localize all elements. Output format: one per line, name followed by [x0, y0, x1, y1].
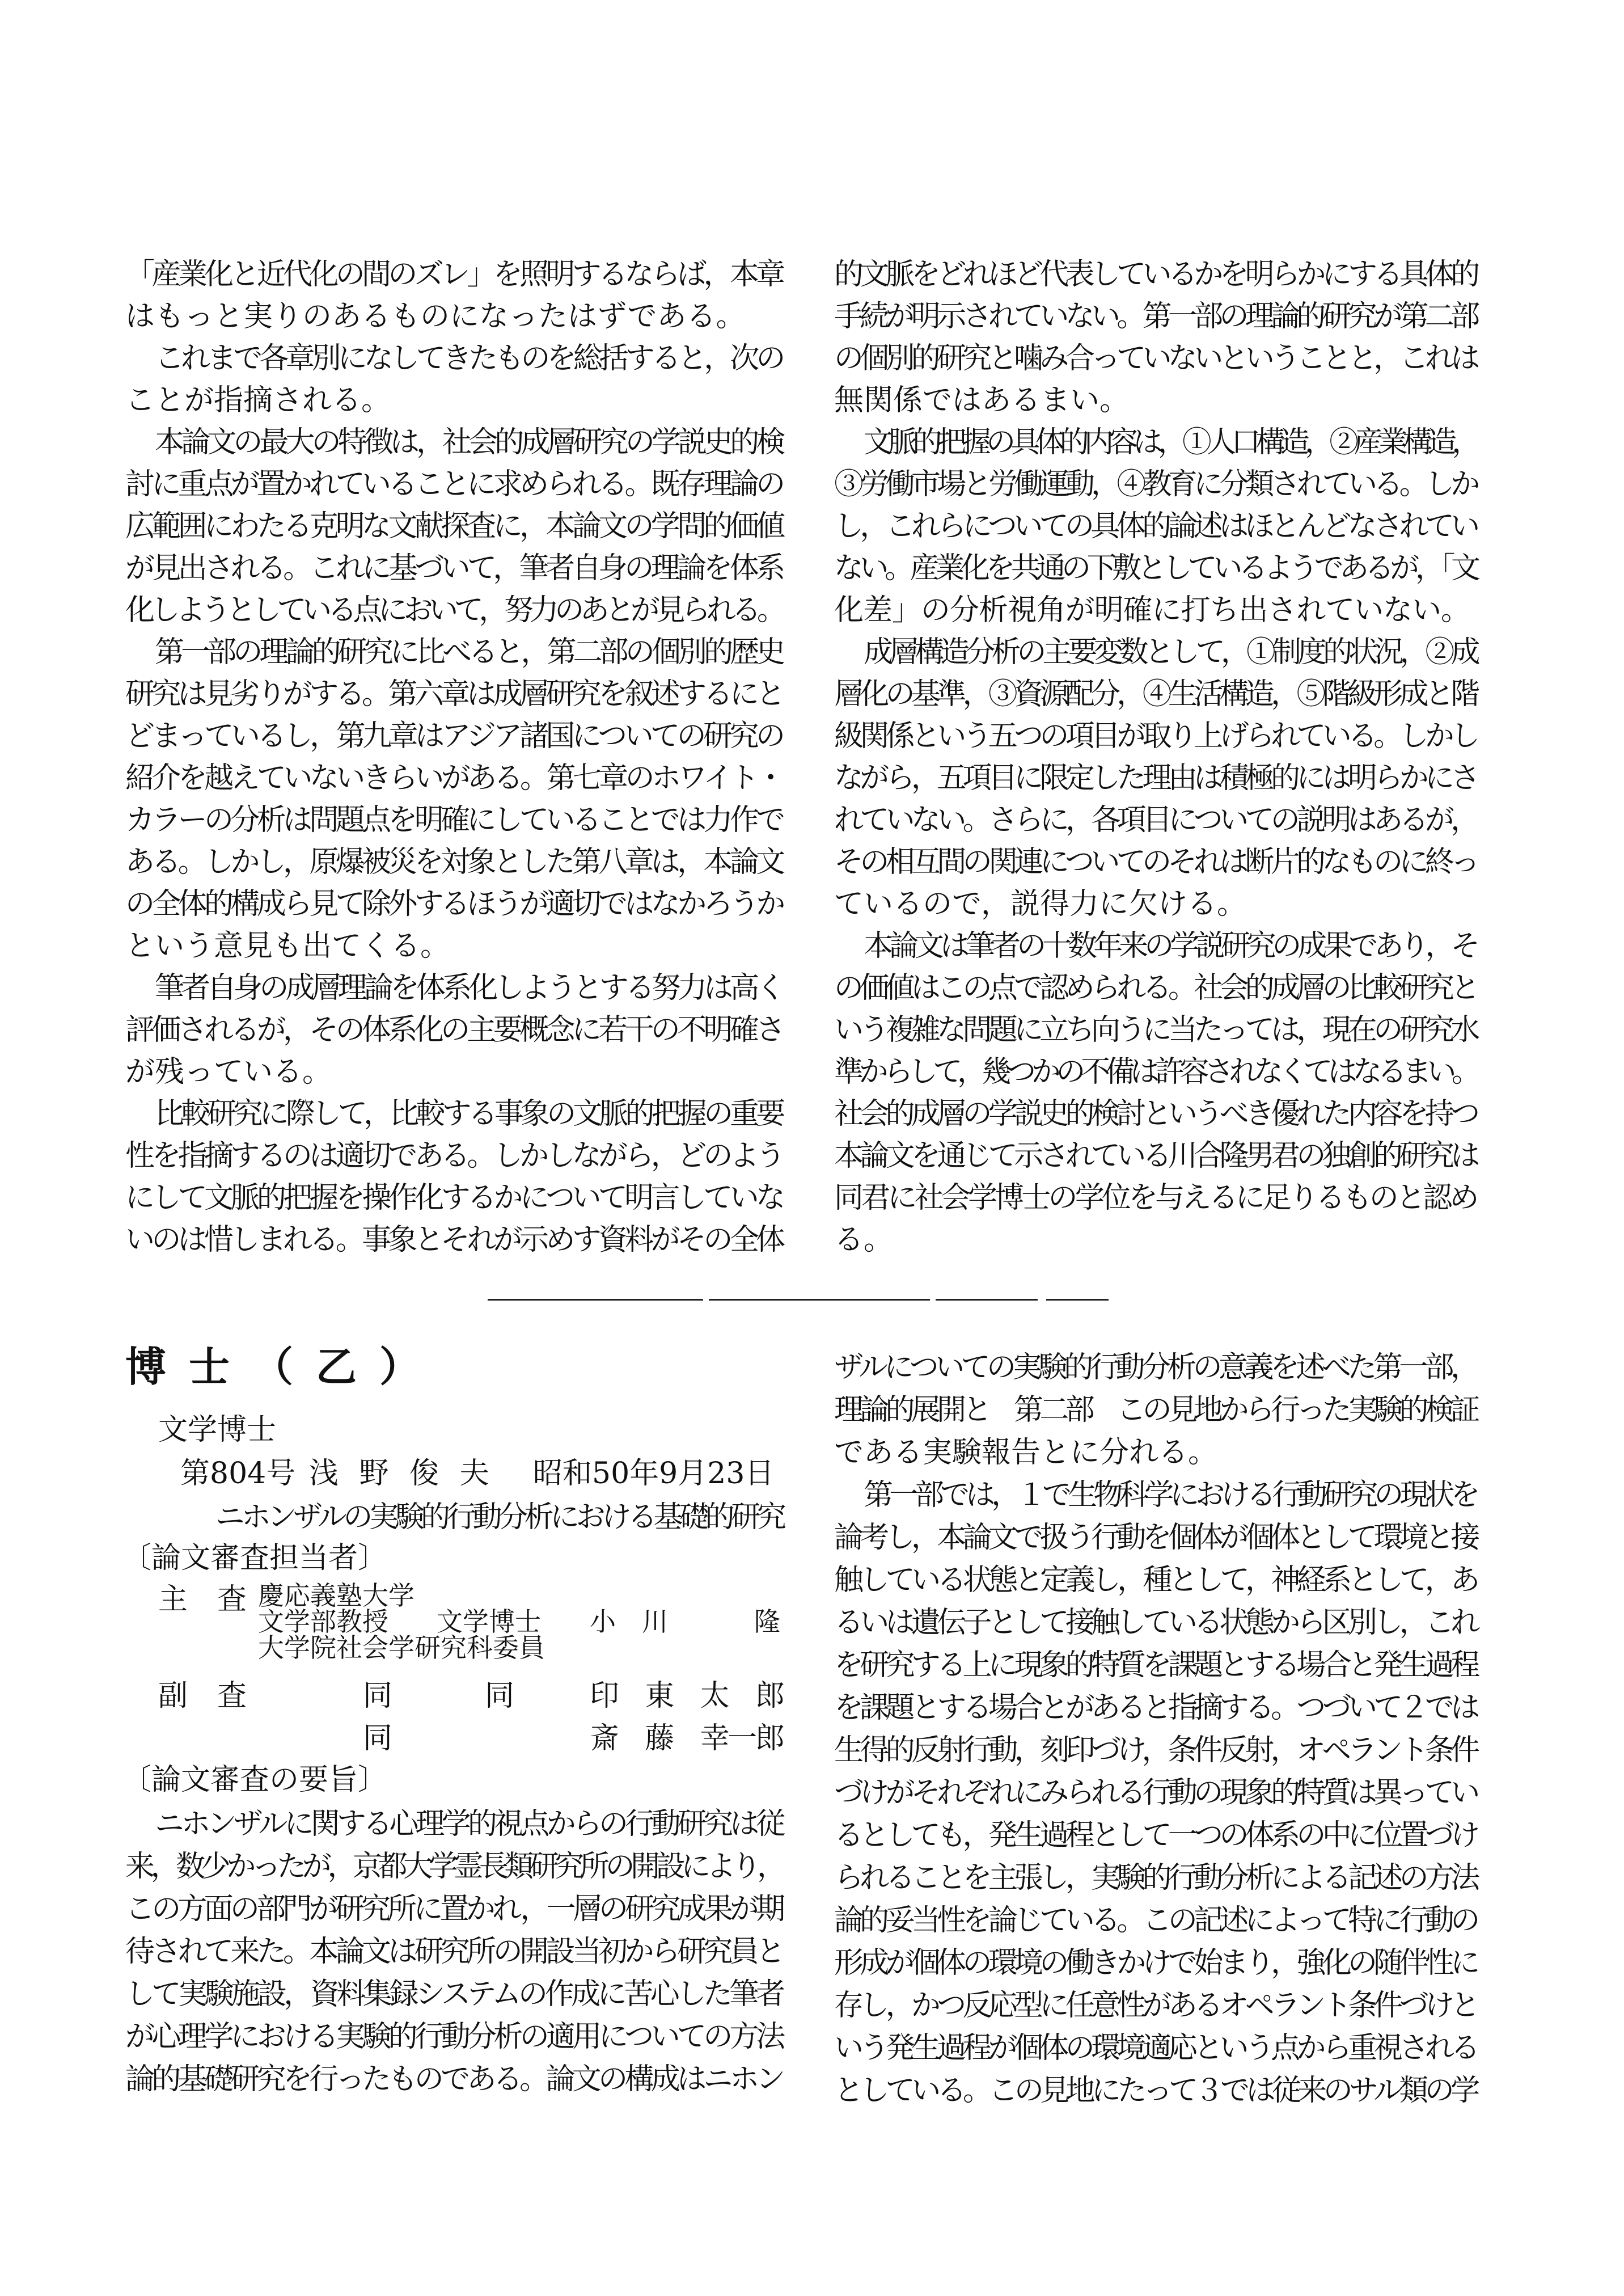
text-line	[125, 799, 782, 841]
text-line-content: この方面の部門が研究所に置かれ，一層の研究成果が期	[125, 1892, 782, 1926]
text-line-content: いう複雑な問題に立ち向うに当たっては，現在の研究水	[834, 1013, 1476, 1047]
text-line-content: 本論文の最大の特徴は，社会的成層研究の学説史的検	[155, 425, 782, 459]
text-line-content: 討に重点が置かれていることに求められる。既存理論の	[125, 467, 782, 501]
text-line	[834, 1051, 1476, 1093]
text-line-content: ニホンザルに関する心理学的視点からの行動研究は従	[155, 1807, 782, 1841]
text-line	[834, 841, 1476, 883]
text-line	[125, 1051, 782, 1093]
text-line-content: 触している状態と定義し，種として，神経系として，あ	[834, 1563, 1476, 1597]
text-line-content: 社会的成層の学説史的検討というべき優れた内容を持つ	[834, 1097, 1476, 1131]
text-line-content: 「産業化と近代化の間のズレ」を照明するならば，本章	[125, 258, 782, 292]
text-line-content: ながら，五項目に限定した理由は積極的には明らかにさ	[834, 761, 1476, 795]
text-line	[125, 883, 782, 925]
chief-examiner-label: 主 査	[158, 1582, 247, 1617]
text-line	[125, 1177, 782, 1219]
text-line-content: 評価されるが，その体系化の主要概念に若干の不明確さ	[125, 1013, 782, 1047]
examiners-heading: 〔論文審査担当者〕	[122, 1541, 388, 1575]
text-line-content: 研究は見劣りがする。第六章は成層研究を叙述するにと	[125, 677, 782, 711]
text-line-content: 来，数少かったが，京都大学霊長類研究所の開設により，	[125, 1850, 782, 1884]
text-line-content: という意見も出てくる。	[125, 929, 450, 963]
text-line	[125, 463, 782, 505]
text-line	[834, 589, 1476, 631]
text-line-content: 成層構造分析の主要変数として，①制度的状況，②成	[864, 635, 1476, 669]
text-line	[834, 1985, 1476, 2027]
text-line-content: どまっているし，第九章はアジア諸国についての研究の	[125, 719, 782, 753]
text-line	[834, 547, 1476, 589]
text-line	[834, 1093, 1476, 1135]
text-line	[834, 757, 1476, 799]
text-line	[125, 421, 782, 463]
text-line	[834, 799, 1476, 841]
text-line	[834, 1644, 1476, 1687]
vice-examiner-degree: 同	[485, 1679, 515, 1713]
vice-examiner-name	[590, 1721, 783, 1755]
text-line-content: いのは惜しまれる。事象とそれが示めす資料がその全体	[125, 1223, 782, 1257]
text-line-content: その相互間の関連についてのそれは断片的なものに終っ	[834, 845, 1476, 879]
text-line-content: である実験報告とに分れる。	[834, 1436, 1218, 1470]
text-line-content: カラーの分析は問題点を明確にしていることでは力作で	[125, 803, 782, 837]
text-line	[834, 1347, 1476, 1389]
chief-examiner-name: 隆	[754, 1606, 780, 1637]
text-line	[125, 589, 782, 631]
text-line-content: 広範囲にわたる克明な文献探査に，本論文の学問的価値	[125, 509, 782, 543]
text-line-content: 紹介を越えていないきらいがある。第七章のホワイト・	[125, 761, 782, 795]
text-line	[125, 1009, 782, 1051]
text-line-content: 文脈的把握の具体的内容は，①人口構造，②産業構造，	[864, 425, 1476, 459]
text-line	[834, 673, 1476, 715]
text-line	[834, 1389, 1476, 1432]
text-line-content: ない。産業化を共通の下敷としているようであるが，「文	[834, 551, 1476, 585]
thesis-title	[215, 1500, 783, 1534]
chief-examiner-degree: 文学博士	[437, 1606, 541, 1637]
text-line-content: るいは遺伝子として接触している状態から区別し，これ	[834, 1606, 1476, 1640]
text-line-content: れていない。さらに，各項目についての説明はあるが，	[834, 803, 1476, 837]
text-line-content: の個別的研究と噛み合っていないということと，これは	[834, 341, 1476, 375]
text-line-content: が心理学における実験的行動分析の適用についての方法	[125, 2020, 782, 2054]
section-divider	[936, 1299, 1038, 1301]
text-line-content: 比較研究に際して，比較する事象の文脈的把握の重要	[155, 1097, 782, 1131]
section-divider	[709, 1299, 930, 1301]
text-line	[834, 2070, 1476, 2112]
text-line	[125, 757, 782, 799]
chief-examiner-name: 小 川	[590, 1606, 668, 1637]
text-line-content: 本論文は筆者の十数年来の学説研究の成果であり，そ	[864, 929, 1476, 963]
text-line-content: を研究する上に現象的特質を課題とする場合と発生過程	[834, 1648, 1476, 1682]
degree-number: 第804号	[180, 1457, 296, 1491]
summary-left-column	[125, 1803, 782, 2101]
conferral-date: 昭和50年9月23日	[533, 1457, 775, 1491]
text-line	[834, 1474, 1476, 1517]
text-line	[834, 925, 1476, 967]
text-line-content: 論的基礎研究を行ったものである。論文の構成はニホン	[125, 2062, 782, 2096]
text-line-content: ザルについての実験的行動分析の意義を述べた第一部，	[834, 1350, 1476, 1385]
text-line-content: 手続が明示されていない。第一部の理論的研究が第二部	[834, 299, 1476, 334]
text-line	[834, 1857, 1476, 1900]
text-line-content: し，これらについての具体的論述はほとんどなされてい	[834, 509, 1476, 543]
text-line-content: 生得的反射行動，刻印づけ，条件反射，オペラント条件	[834, 1733, 1476, 1767]
text-line-content: の価値はこの点で認められる。社会的成層の比較研究と	[834, 971, 1476, 1005]
text-line-content: 存し，かつ反応型に任意性があるオペラント条件づけと	[834, 1989, 1476, 2023]
text-line-content: 同君に社会学博士の学位を与えるに足りるものと認め	[834, 1181, 1476, 1215]
text-line	[834, 379, 1476, 421]
top-right-column	[834, 254, 1476, 1261]
text-line	[125, 1846, 782, 1888]
top-left-column	[125, 254, 782, 1261]
text-line	[834, 337, 1476, 379]
text-line	[125, 2016, 782, 2058]
text-line	[834, 1900, 1476, 1942]
degree-type: 文学博士	[158, 1413, 277, 1447]
text-line-content: 論考し，本論文で扱う行動を個体が個体として環境と接	[834, 1521, 1476, 1555]
recipient-name: 浅 野 俊 夫	[309, 1457, 495, 1491]
text-line-content: はもっと実りのあるものになったはずである。	[125, 299, 746, 334]
text-line	[125, 715, 782, 757]
text-line	[125, 1803, 782, 1846]
text-line	[834, 631, 1476, 673]
text-line-content: 級関係という五つの項目が取り上げられている。しかし	[834, 719, 1476, 753]
text-line-content: いう発生過程が個体の環境適応という点から重視される	[834, 2031, 1476, 2065]
text-content: ニホンザルの実験的行動分析における基礎的研究	[215, 1500, 783, 1534]
text-line	[125, 925, 782, 967]
text-line	[834, 1942, 1476, 1985]
summary-heading: 〔論文審査の要旨〕	[122, 1763, 388, 1797]
summary-right-column	[834, 1347, 1476, 2112]
text-line	[125, 337, 782, 379]
text-line	[125, 967, 782, 1009]
text-line	[125, 673, 782, 715]
text-line-content: 形成が個体の環境の働きかけで始まり，強化の随伴性に	[834, 1946, 1476, 1980]
text-line	[834, 1559, 1476, 1602]
section-heading: 博士（乙）	[125, 1343, 443, 1391]
text-line	[125, 1093, 782, 1135]
chief-examiner-affiliation: 大学院社会学研究科委員	[258, 1632, 545, 1663]
text-line-content: としている。この見地にたって３では従来のサル類の学	[834, 2074, 1476, 2108]
vice-examiner-affiliation: 同	[363, 1721, 393, 1755]
text-line-content: られることを主張し，実験的行動分析による記述の方法	[834, 1861, 1476, 1895]
text-line-content: が残っている。	[125, 1055, 332, 1089]
text-line-content: 性を指摘するのは適切である。しかしながら，どのよう	[125, 1139, 782, 1173]
text-line	[834, 1772, 1476, 1814]
text-line-content: を課題とする場合とがあると指摘する。つづいて２では	[834, 1691, 1476, 1725]
text-line	[834, 883, 1476, 925]
text-line	[834, 1814, 1476, 1857]
vice-examiner-affiliation: 同	[363, 1679, 393, 1713]
text-line-content: ③労働市場と労働運動，④教育に分類されている。しか	[834, 467, 1476, 501]
text-line	[834, 1177, 1476, 1219]
text-line	[125, 1888, 782, 1931]
text-line	[125, 296, 782, 337]
text-line-content: 無関係ではあるまい。	[834, 383, 1130, 417]
text-line	[834, 967, 1476, 1009]
section-divider	[488, 1299, 703, 1301]
text-line	[125, 379, 782, 421]
text-line-content: 理論的展開と 第二部 この見地から行った実験的検証	[834, 1393, 1476, 1427]
text-line	[125, 547, 782, 589]
text-content: 印 東 太 郎	[590, 1679, 783, 1713]
text-line-content: づけがそれぞれにみられる行動の現象的特質は異ってい	[834, 1776, 1476, 1810]
text-line-content: るとしても，発生過程として一つの体系の中に位置づけ	[834, 1818, 1476, 1852]
text-line	[125, 254, 782, 296]
vice-examiner-name	[590, 1679, 783, 1713]
chief-examiner-affiliation: 文学部教授	[258, 1606, 388, 1637]
text-line-content: 化差」の分析視角が明確に打ち出されていない。	[834, 593, 1470, 627]
text-line-content: ある。しかし，原爆被災を対象とした第八章は，本論文	[125, 845, 782, 879]
text-line-content: 的文脈をどれほど代表しているかを明らかにする具体的	[834, 258, 1476, 292]
text-line	[834, 1135, 1476, 1177]
text-line	[834, 296, 1476, 337]
text-content: 斎 藤 幸一郎	[590, 1721, 783, 1755]
text-line	[834, 1517, 1476, 1559]
text-line	[834, 1009, 1476, 1051]
text-line	[125, 1135, 782, 1177]
vice-examiner-label: 副 査	[158, 1679, 247, 1713]
section-divider	[1046, 1299, 1109, 1301]
text-line	[125, 1219, 782, 1261]
text-line	[125, 631, 782, 673]
text-line-content: 第一部の理論的研究に比べると，第二部の個別的歴史	[155, 635, 782, 669]
text-line-content: る。	[834, 1223, 894, 1257]
text-line	[834, 1687, 1476, 1729]
text-line-content: これまで各章別になしてきたものを総括すると，次の	[155, 341, 782, 375]
text-line	[834, 505, 1476, 547]
text-line-content: ているので，説得力に欠ける。	[834, 887, 1246, 921]
text-line	[125, 841, 782, 883]
text-line-content: が見出される。これに基づいて，筆者自身の理論を体系	[125, 551, 782, 585]
text-line-content: にして文脈的把握を操作化するかについて明言していな	[125, 1181, 782, 1215]
text-line	[834, 715, 1476, 757]
text-line	[834, 1219, 1476, 1261]
text-line-content: 準からして，幾つかの不備は許容されなくてはなるまい。	[834, 1055, 1476, 1089]
text-line	[834, 421, 1476, 463]
text-line	[834, 2027, 1476, 2070]
text-line-content: 待されて来た。本論文は研究所の開設当初から研究員と	[125, 1935, 782, 1969]
text-line	[125, 505, 782, 547]
text-line	[834, 1432, 1476, 1474]
text-line	[125, 1973, 782, 2016]
text-line-content: の全体的構成ら見て除外するほうが適切ではなかろうか	[125, 887, 782, 921]
text-line	[125, 2058, 782, 2101]
text-line	[834, 463, 1476, 505]
text-line	[834, 254, 1476, 296]
text-line-content: 層化の基準，③資源配分，④生活構造，⑤階級形成と階	[834, 677, 1476, 711]
text-line	[834, 1602, 1476, 1644]
text-line-content: 第一部では，１で生物科学における行動研究の現状を	[864, 1478, 1476, 1512]
text-line-content: 論的妥当性を論じている。この記述によって特に行動の	[834, 1904, 1476, 1938]
text-line-content: 化しようとしている点において，努力のあとが見られる。	[125, 593, 782, 627]
text-line	[125, 1931, 782, 1973]
text-line-content: 本論文を通じて示されている川合隆男君の独創的研究は	[834, 1139, 1476, 1173]
text-line-content: して実験施設，資料集録システムの作成に苦心した筆者	[125, 1977, 782, 2011]
text-line	[834, 1729, 1476, 1772]
chief-examiner-affiliation: 慶応義塾大学	[258, 1580, 415, 1611]
text-line-content: ことが指摘される。	[125, 383, 391, 417]
text-line-content: 筆者自身の成層理論を体系化しようとする努力は高く	[155, 971, 782, 1005]
